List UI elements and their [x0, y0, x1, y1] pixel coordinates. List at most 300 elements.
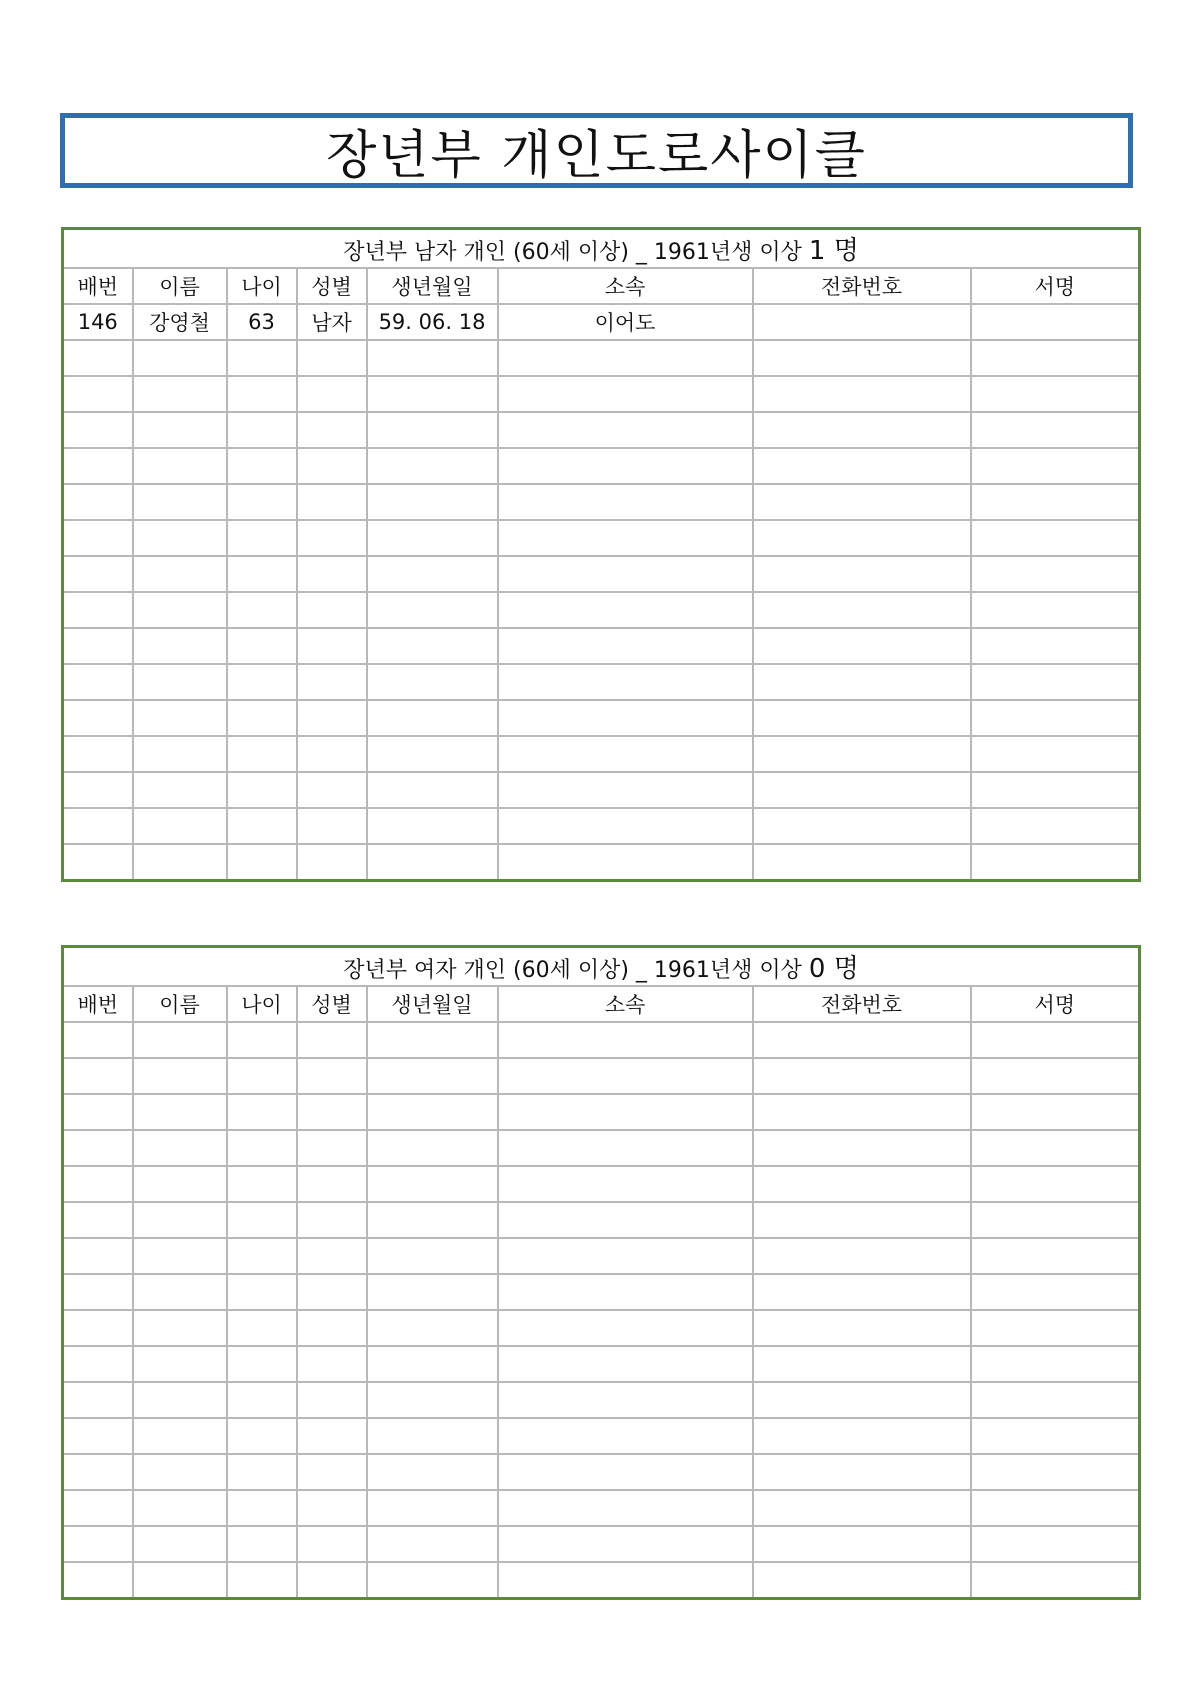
empty-cell: [63, 1526, 133, 1562]
empty-cell: [971, 376, 1140, 412]
empty-cell: [367, 772, 498, 808]
empty-cell: [133, 1454, 227, 1490]
empty-cell: [367, 376, 498, 412]
empty-cell: [133, 484, 227, 520]
empty-cell: [227, 1454, 297, 1490]
empty-cell: [227, 844, 297, 881]
empty-cell: [227, 1562, 297, 1599]
empty-cell: [971, 1526, 1140, 1562]
empty-cell: [367, 340, 498, 376]
empty-cell: [133, 1130, 227, 1166]
empty-cell: [297, 1346, 367, 1382]
empty-cell: [498, 1058, 753, 1094]
empty-cell: [63, 1130, 133, 1166]
empty-cell: [133, 844, 227, 881]
table-row: [63, 1058, 1140, 1094]
empty-cell: [498, 1274, 753, 1310]
empty-cell: [753, 484, 971, 520]
empty-cell: [227, 1166, 297, 1202]
empty-cell: [297, 1094, 367, 1130]
empty-cell: [498, 1418, 753, 1454]
empty-cell: [227, 340, 297, 376]
empty-cell: [753, 628, 971, 664]
empty-cell: [133, 808, 227, 844]
empty-cell: [753, 1418, 971, 1454]
empty-cell: [367, 1022, 498, 1058]
table-row: [63, 376, 1140, 412]
empty-cell: [297, 448, 367, 484]
empty-cell: [297, 1526, 367, 1562]
table-row: [63, 1418, 1140, 1454]
empty-cell: [367, 700, 498, 736]
empty-cell: [297, 1562, 367, 1599]
empty-cell: [227, 592, 297, 628]
empty-cell: [63, 1454, 133, 1490]
cell-age: 63: [227, 304, 297, 340]
empty-cell: [227, 736, 297, 772]
empty-cell: [753, 664, 971, 700]
table-row: [63, 520, 1140, 556]
table-row: [63, 772, 1140, 808]
empty-cell: [367, 1202, 498, 1238]
empty-cell: [367, 1454, 498, 1490]
col-header-bib: 배번: [63, 268, 133, 304]
empty-cell: [227, 1310, 297, 1346]
empty-cell: [227, 1418, 297, 1454]
cell-birthdate: 59. 06. 18: [367, 304, 498, 340]
empty-cell: [971, 1346, 1140, 1382]
header-row: [63, 268, 1140, 304]
empty-cell: [753, 1058, 971, 1094]
table-row: [63, 1346, 1140, 1382]
empty-cell: [498, 1094, 753, 1130]
table-row: [63, 844, 1140, 881]
empty-cell: [133, 664, 227, 700]
empty-cell: [63, 1382, 133, 1418]
table-row: [63, 628, 1140, 664]
empty-cell: [971, 448, 1140, 484]
empty-cell: [133, 700, 227, 736]
empty-cell: [133, 1022, 227, 1058]
empty-cell: [227, 1526, 297, 1562]
empty-cell: [753, 1202, 971, 1238]
empty-cell: [753, 1166, 971, 1202]
empty-cell: [227, 1274, 297, 1310]
empty-cell: [133, 1382, 227, 1418]
empty-cell: [63, 1238, 133, 1274]
empty-cell: [498, 844, 753, 881]
entry-count: 1 명: [808, 236, 859, 266]
empty-cell: [297, 1022, 367, 1058]
empty-cell: [753, 448, 971, 484]
caption-text: 장년부 남자 개인 (60세 이상) _ 1961년생 이상: [343, 240, 802, 265]
empty-cell: [63, 700, 133, 736]
empty-cell: [297, 556, 367, 592]
empty-cell: [498, 700, 753, 736]
empty-cell: [297, 1382, 367, 1418]
entry-count: 0 명: [808, 954, 859, 984]
empty-cell: [227, 1382, 297, 1418]
empty-cell: [971, 700, 1140, 736]
empty-cell: [297, 628, 367, 664]
empty-cell: [133, 520, 227, 556]
empty-cell: [63, 1166, 133, 1202]
cell-bib: 146: [63, 304, 133, 340]
col-header-bib: 배번: [63, 986, 133, 1022]
empty-cell: [227, 1130, 297, 1166]
empty-cell: [297, 1490, 367, 1526]
empty-cell: [498, 556, 753, 592]
empty-cell: [498, 484, 753, 520]
empty-cell: [498, 1202, 753, 1238]
empty-cell: [367, 1346, 498, 1382]
caption-text: 장년부 여자 개인 (60세 이상) _ 1961년생 이상: [343, 958, 802, 983]
table-row: [63, 1202, 1140, 1238]
empty-cell: [227, 664, 297, 700]
table-row: [63, 664, 1140, 700]
empty-cell: [133, 1418, 227, 1454]
empty-cell: [498, 1022, 753, 1058]
male-entry-table: [61, 227, 1141, 882]
empty-cell: [63, 808, 133, 844]
empty-cell: [63, 1418, 133, 1454]
cell-gender: 남자: [297, 304, 367, 340]
empty-cell: [133, 340, 227, 376]
empty-cell: [297, 1058, 367, 1094]
empty-cell: [971, 1094, 1140, 1130]
empty-cell: [297, 340, 367, 376]
col-header-age: 나이: [227, 986, 297, 1022]
empty-cell: [367, 1094, 498, 1130]
empty-cell: [227, 1094, 297, 1130]
empty-cell: [971, 1130, 1140, 1166]
table-row: [63, 1454, 1140, 1490]
empty-cell: [971, 628, 1140, 664]
table-row: [63, 1274, 1140, 1310]
empty-cell: [367, 484, 498, 520]
empty-cell: [297, 772, 367, 808]
female-entry-table: [61, 945, 1141, 1600]
empty-cell: [971, 664, 1140, 700]
table-row: [63, 304, 1140, 340]
empty-cell: [227, 556, 297, 592]
empty-cell: [498, 1166, 753, 1202]
empty-cell: [297, 1454, 367, 1490]
empty-cell: [63, 412, 133, 448]
col-header-affiliation: 소속: [498, 268, 753, 304]
empty-cell: [63, 736, 133, 772]
empty-cell: [753, 844, 971, 881]
empty-cell: [753, 1022, 971, 1058]
table-row: [63, 340, 1140, 376]
empty-cell: [753, 1094, 971, 1130]
empty-cell: [133, 1058, 227, 1094]
empty-cell: [753, 592, 971, 628]
empty-cell: [971, 1454, 1140, 1490]
empty-cell: [297, 1202, 367, 1238]
empty-cell: [367, 664, 498, 700]
col-header-birthdate: 생년월일: [367, 986, 498, 1022]
empty-cell: [971, 1058, 1140, 1094]
empty-cell: [367, 1166, 498, 1202]
table-row: [63, 700, 1140, 736]
empty-cell: [63, 1022, 133, 1058]
empty-cell: [753, 736, 971, 772]
empty-cell: [498, 664, 753, 700]
empty-cell: [227, 700, 297, 736]
empty-cell: [971, 1022, 1140, 1058]
empty-cell: [971, 484, 1140, 520]
empty-cell: [133, 1238, 227, 1274]
empty-cell: [297, 592, 367, 628]
table-row: [63, 1022, 1140, 1058]
table-row: [63, 1490, 1140, 1526]
empty-cell: [63, 844, 133, 881]
empty-cell: [971, 1238, 1140, 1274]
col-header-signature: 서명: [971, 268, 1140, 304]
empty-cell: [971, 592, 1140, 628]
empty-cell: [63, 520, 133, 556]
empty-cell: [227, 808, 297, 844]
empty-cell: [971, 772, 1140, 808]
empty-cell: [63, 592, 133, 628]
table-row: [63, 1382, 1140, 1418]
empty-cell: [227, 520, 297, 556]
empty-cell: [367, 1310, 498, 1346]
empty-cell: [227, 1490, 297, 1526]
empty-cell: [297, 484, 367, 520]
empty-cell: [753, 1130, 971, 1166]
col-header-gender: 성별: [297, 268, 367, 304]
empty-cell: [227, 448, 297, 484]
empty-cell: [498, 736, 753, 772]
empty-cell: [498, 1238, 753, 1274]
empty-cell: [498, 628, 753, 664]
empty-cell: [367, 1238, 498, 1274]
empty-cell: [133, 1346, 227, 1382]
empty-cell: [971, 1202, 1140, 1238]
empty-cell: [971, 808, 1140, 844]
empty-cell: [367, 556, 498, 592]
empty-cell: [133, 592, 227, 628]
table-row: [63, 484, 1140, 520]
empty-cell: [133, 1310, 227, 1346]
empty-cell: [133, 412, 227, 448]
empty-cell: [367, 1562, 498, 1599]
empty-cell: [498, 1454, 753, 1490]
empty-cell: [133, 1526, 227, 1562]
table-row: [63, 1526, 1140, 1562]
empty-cell: [498, 1130, 753, 1166]
empty-cell: [971, 1166, 1140, 1202]
empty-cell: [753, 520, 971, 556]
empty-cell: [297, 1310, 367, 1346]
empty-cell: [753, 772, 971, 808]
empty-cell: [133, 1562, 227, 1599]
empty-cell: [133, 1274, 227, 1310]
empty-cell: [971, 1382, 1140, 1418]
empty-cell: [971, 1310, 1140, 1346]
cell-signature: [971, 304, 1140, 340]
empty-cell: [297, 1274, 367, 1310]
empty-cell: [227, 772, 297, 808]
empty-cell: [63, 1346, 133, 1382]
empty-cell: [971, 412, 1140, 448]
page-title: 장년부 개인도로사이클: [60, 113, 1133, 188]
empty-cell: [498, 340, 753, 376]
empty-cell: [227, 1346, 297, 1382]
header-row: [63, 986, 1140, 1022]
col-header-gender: 성별: [297, 986, 367, 1022]
empty-cell: [367, 1130, 498, 1166]
empty-cell: [498, 808, 753, 844]
empty-cell: [63, 1490, 133, 1526]
empty-cell: [133, 448, 227, 484]
empty-cell: [133, 1490, 227, 1526]
empty-cell: [971, 340, 1140, 376]
empty-cell: [367, 1418, 498, 1454]
table-row: [63, 556, 1140, 592]
empty-cell: [227, 1022, 297, 1058]
empty-cell: [227, 1202, 297, 1238]
empty-cell: [753, 808, 971, 844]
empty-cell: [498, 412, 753, 448]
empty-cell: [498, 448, 753, 484]
empty-cell: [498, 1310, 753, 1346]
empty-cell: [63, 1562, 133, 1599]
empty-cell: [227, 1238, 297, 1274]
empty-cell: [133, 1094, 227, 1130]
empty-cell: [971, 556, 1140, 592]
col-header-name: 이름: [133, 268, 227, 304]
empty-cell: [133, 376, 227, 412]
empty-cell: [227, 484, 297, 520]
empty-cell: [367, 1526, 498, 1562]
empty-cell: [753, 340, 971, 376]
empty-cell: [297, 736, 367, 772]
empty-cell: [753, 1274, 971, 1310]
empty-cell: [297, 1166, 367, 1202]
empty-cell: [63, 376, 133, 412]
empty-cell: [753, 700, 971, 736]
col-header-phone: 전화번호: [753, 268, 971, 304]
empty-cell: [297, 808, 367, 844]
table-caption: [63, 229, 1140, 269]
empty-cell: [367, 412, 498, 448]
empty-cell: [498, 1562, 753, 1599]
empty-cell: [297, 700, 367, 736]
cell-phone: [753, 304, 971, 340]
empty-cell: [367, 448, 498, 484]
cell-name: 강영철: [133, 304, 227, 340]
empty-cell: [63, 1202, 133, 1238]
empty-cell: [498, 592, 753, 628]
empty-cell: [498, 376, 753, 412]
col-header-phone: 전화번호: [753, 986, 971, 1022]
empty-cell: [367, 808, 498, 844]
table-row: [63, 808, 1140, 844]
empty-cell: [498, 1382, 753, 1418]
empty-cell: [971, 520, 1140, 556]
empty-cell: [498, 1526, 753, 1562]
col-header-name: 이름: [133, 986, 227, 1022]
empty-cell: [297, 844, 367, 881]
empty-cell: [133, 1166, 227, 1202]
empty-cell: [753, 376, 971, 412]
empty-cell: [297, 1130, 367, 1166]
empty-cell: [367, 628, 498, 664]
col-header-signature: 서명: [971, 986, 1140, 1022]
empty-cell: [63, 556, 133, 592]
table-row: [63, 1310, 1140, 1346]
empty-cell: [753, 1382, 971, 1418]
empty-cell: [297, 520, 367, 556]
empty-cell: [753, 556, 971, 592]
empty-cell: [133, 772, 227, 808]
empty-cell: [753, 1346, 971, 1382]
empty-cell: [297, 1238, 367, 1274]
table-caption: [63, 947, 1140, 987]
empty-cell: [367, 1382, 498, 1418]
empty-cell: [63, 1310, 133, 1346]
empty-cell: [133, 1202, 227, 1238]
empty-cell: [753, 1310, 971, 1346]
table-row: [63, 1238, 1140, 1274]
empty-cell: [227, 1058, 297, 1094]
table-row: [63, 1094, 1140, 1130]
empty-cell: [227, 376, 297, 412]
empty-cell: [753, 1454, 971, 1490]
empty-cell: [753, 1526, 971, 1562]
empty-cell: [498, 772, 753, 808]
empty-cell: [227, 412, 297, 448]
empty-cell: [63, 1094, 133, 1130]
empty-cell: [498, 1490, 753, 1526]
empty-cell: [297, 412, 367, 448]
empty-cell: [367, 1490, 498, 1526]
empty-cell: [227, 628, 297, 664]
empty-cell: [297, 664, 367, 700]
empty-cell: [367, 1274, 498, 1310]
empty-cell: [297, 376, 367, 412]
empty-cell: [63, 340, 133, 376]
table-row: [63, 736, 1140, 772]
empty-cell: [63, 628, 133, 664]
cell-affiliation: 이어도: [498, 304, 753, 340]
empty-cell: [133, 736, 227, 772]
empty-cell: [753, 1238, 971, 1274]
empty-cell: [63, 1058, 133, 1094]
empty-cell: [297, 1418, 367, 1454]
empty-cell: [971, 1274, 1140, 1310]
col-header-birthdate: 생년월일: [367, 268, 498, 304]
empty-cell: [971, 1418, 1140, 1454]
empty-cell: [133, 556, 227, 592]
empty-cell: [367, 844, 498, 881]
empty-cell: [63, 1274, 133, 1310]
empty-cell: [971, 1490, 1140, 1526]
empty-cell: [63, 484, 133, 520]
empty-cell: [367, 1058, 498, 1094]
empty-cell: [498, 520, 753, 556]
table-row: [63, 592, 1140, 628]
empty-cell: [753, 1562, 971, 1599]
empty-cell: [971, 736, 1140, 772]
empty-cell: [753, 1490, 971, 1526]
empty-cell: [63, 772, 133, 808]
table-row: [63, 448, 1140, 484]
col-header-age: 나이: [227, 268, 297, 304]
